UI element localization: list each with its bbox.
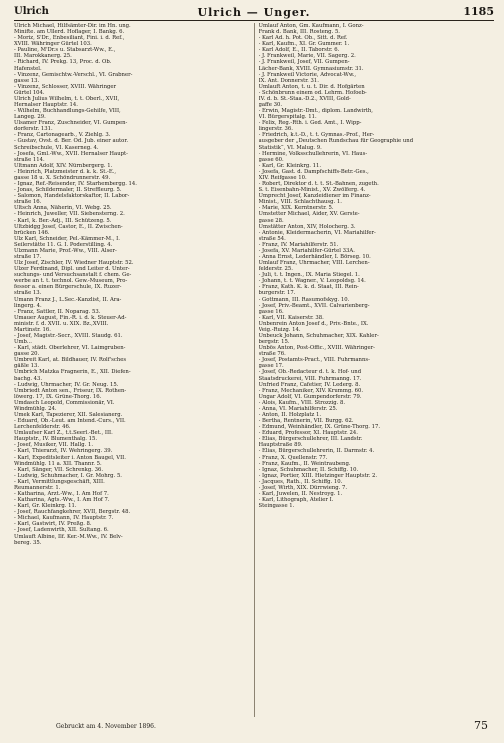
directory-entry: felderstr. 25. <box>258 266 293 273</box>
directory-entry: - Karl, VII. Kaiserstr. 38. <box>258 314 324 321</box>
directory-entry: - Schönbrunn einem od. Lehrm. Hofoeb- <box>258 89 367 96</box>
directory-entry: Unfried Franz, Cafetier, IV. Lederg. 8. <box>258 381 361 388</box>
directory-entry: Martinstr. 16. <box>14 326 51 333</box>
directory-entry: Steingasse 1. <box>258 503 295 510</box>
directory-entry: - Ignaz, Portier, XIII. Hietzinger Hauptstr. 2. <box>258 472 378 479</box>
directory-entry: Schreibschule, VI. Kaserneg. 4. <box>14 144 99 151</box>
directory-entry: Ulzmann Marie, Prof.-Ww., VIII. Alser- <box>14 247 117 254</box>
right-column <box>254 23 495 717</box>
directory-entry: Umbreit Karl, at. Bildhauer, IV. Rolf'sches <box>14 357 127 364</box>
directory-entry: gasse 60. <box>258 156 284 163</box>
directory-entry: - Franz, X. Quellenstr. 77. <box>258 454 328 461</box>
directory-entry: gasse 17. <box>258 363 284 370</box>
directory-entry: Umstetter Michael, Aider, XV. Gerste- <box>258 211 360 218</box>
directory-entry: Hernalser Hauptstr. 14. <box>14 102 78 109</box>
directory-entry: - Karl, Juwelen, II. Nestroyg. 1. <box>258 491 343 498</box>
directory-entry: Veig.-Ruizg. 14. <box>258 326 301 333</box>
directory-entry: - Felix, Reg.-Rth. i. Ged. Amt., I. Wipp- <box>258 120 362 127</box>
directory-entry: - Heinrich, Platzmeister d. k. k. St.-E., <box>14 168 117 175</box>
directory-entry: - Wilhelm, Buchhandlungs-Gehilfe, VIII, <box>14 108 121 115</box>
directory-entry: Minifte. am Ullerd. Hoflager, I. Bankg. 6. <box>14 29 125 36</box>
left-column <box>14 23 254 717</box>
directory-entry: Ulrich Michael, Hilfsämter-Dir. im Hn. ung. <box>14 23 131 29</box>
directory-entry: - Hermine, Volksschullehrerin, VI. Haus- <box>258 150 368 157</box>
directory-entry: Umdasch Leopold, Commissionär, VI. <box>14 399 115 406</box>
directory-entry: - Antonie, Kleidermacherin, VI. Mariahilfer- <box>258 229 376 236</box>
directory-entry: - Franz, IV. Mariahilferstr. 51. <box>258 241 339 248</box>
directory-entry: Ungar Adolf, VI. Gumpendorferstr. 79. <box>258 393 362 400</box>
directory-entry: Lerchenfelderstr. 46. <box>14 424 71 431</box>
directory-entry: Hauptstraße 89. <box>258 442 303 449</box>
directory-entry: - J. Frankweil Victorie, Advocat-Ww., <box>258 71 357 78</box>
directory-entry: - Karl, Gr. Kleinkrg. 11. <box>258 162 322 169</box>
directory-entry: - Vinzenz, Schlosser, XVIII. Währinger <box>14 83 117 90</box>
directory-entry: - Katharina, Arzt.-Ww., I. Am Hof 7. <box>14 491 109 498</box>
directory-entry: lingerstr. 36. <box>258 126 293 133</box>
directory-entry: - J. Frankweil, Marie, VII. Sagerg. 2. <box>258 53 356 60</box>
directory-entry: Hauptstr., IV. Blumenthalg. 15. <box>14 436 98 443</box>
directory-entry: - Karl, Thierarzt, IV. Wehringerg. 39. <box>14 448 113 455</box>
directory-entry: straße 54. <box>258 235 286 242</box>
directory-entry: Seilerstätte 11. G. I. Poderstilling. 4. <box>14 241 113 248</box>
directory-entry: brücken 146. <box>14 229 50 236</box>
directory-entry: Hafenstel. <box>14 65 42 72</box>
directory-entry: - Juli, t. t. Ingen., IX. Maria Stiegel. 1. <box>258 272 360 279</box>
directory-entry: - Josefa, Gml.-Ww., XVII. Hernalser Haupt- <box>14 150 128 157</box>
directory-entry: - Josef, Rauchfangkehrer, XVII, Bergstr. 48. <box>14 509 131 516</box>
directory-entry: - Eduard, Ob.-Leut. am Intend.-Curs., VII. <box>14 418 126 425</box>
directory-entry: S. t. Eisenbahn-Minist., XV. Zwölferg. 4. <box>258 187 366 194</box>
directory-entry: straße 114. <box>14 156 45 163</box>
directory-entry: - Ignaz, Ref.-Reisender, IV. Starhembergg. 14. <box>14 181 137 188</box>
directory-entry: Umek Karl, Tapezierer, XII. Salesianerg. <box>14 412 123 418</box>
directory-entry: - Karl, Lithograph, Atelier I. <box>258 497 334 504</box>
directory-entry: - Karl Ad. h. Pot. Ob., Sitt. d. Ref. <box>258 35 348 42</box>
directory-entry: - Heinrich, Juweller, VII. Siebensterng. 2. <box>14 211 125 218</box>
directory-entry: Windmühlg. 24. <box>14 405 57 412</box>
directory-entry: - Franz, Cartonagearb., V. Ziehlg. 3. <box>14 132 111 139</box>
directory-entry: Ultzbidgg Josef, Castor, E., II. Zwischen- <box>14 223 123 230</box>
directory-entry: IX. Ant. Donnerstr. 31. <box>258 77 319 84</box>
directory-entry: XVIII. Währinger Gürtel 103. <box>14 41 92 48</box>
directory-entry: - Gustav, Ovst. d. Ber. Od. Jub. einer autor. <box>14 138 129 145</box>
directory-entry: - Josef, Musiker, VII. Hallg. 1. <box>14 442 94 449</box>
directory-entry: löwerg. 17, IX. Grüne-Thorg. 16. <box>14 393 102 400</box>
directory-entry: - Eduard, Professor, XI. Hauptstr. 24. <box>258 430 358 437</box>
directory-entry: - Jonas, Schildermaler, II. Streffleurg. 5. <box>14 187 122 194</box>
directory-entry: XIV. Reifgasse 10. <box>258 174 307 181</box>
directory-entry: - Franz, Mechaniker, XIV. Krummg. 60. <box>258 387 364 394</box>
directory-entry: Staatsdruckerei, VIII. Fuhrmanng. 17. <box>258 375 362 382</box>
directory-entry: - Karl, Vermittlungsgeschäft, XIII. <box>14 478 105 485</box>
directory-entry: - Michael, Kaufmann, IV. Hauptstr. 7. <box>14 515 114 522</box>
directory-entry: - Vinzenz, Gemischtw.-Verschl., VI. Grabner- <box>14 71 133 78</box>
directory-entry: straße 17. <box>14 253 42 260</box>
directory-entry: - Josef, Postamts-Pract., VIII. Fuhrmanns- <box>258 357 370 364</box>
directory-entry: - Karl, Expeditsleiter i. Anton Baugel, VII. <box>14 454 126 461</box>
directory-entry: VI. Bürgerspitalg. 11. <box>258 114 317 121</box>
directory-entry: Langeg. 29. <box>14 114 46 121</box>
directory-entry: - Bertha, Rentnerin, VII. Burgg. 62. <box>258 418 354 425</box>
directory-entry: - Josefa, Gast. d. Dampfschiffs-Betr.-Ges., <box>258 168 369 175</box>
directory-entry: - Karl, städt. Oberlehrer, VI. Laimgruben- <box>14 345 126 352</box>
directory-entry: lingerg. 4. <box>14 302 42 309</box>
directory-entry: Umbrich Matzka Fragnerin, E., XII. Diefen- <box>14 369 131 376</box>
directory-entry: - Anna, VI. Mariahilferstr. 25. <box>258 405 338 412</box>
directory-entry: suchungs- und Versuchsanstalt f. chem. Ge- <box>14 272 132 279</box>
directory-entry: - Marie, XIX. Kerntnerstr. 5. <box>258 205 334 212</box>
directory-entry: gasse 28. <box>258 217 284 224</box>
directory-entry: Umlauf Franz, Uhrmacher, VIII. Lerchen- <box>258 260 370 267</box>
directory-entry: Ulsamer Franz, Zuschneider, VI. Gumpen- <box>14 120 128 127</box>
page-footer <box>14 719 494 741</box>
directory-entry: Ulzer Ferdinand, Dipl. und Leiter d. Unter- <box>14 266 130 273</box>
directory-entry: Umlauft Anton, t. u. t. Dir. d. Hofgärten <box>258 83 365 90</box>
directory-entry: - Pauline, M'Dr.s u. Stabsarzt-Ww., E., <box>14 47 116 54</box>
directory-entry: gaffe 30. <box>258 102 283 109</box>
print-date-note: Gebruckt am 4. November 1896. <box>56 723 156 730</box>
directory-entry: - Johann, t. t. Wagner., V. Leopoldsg. 14. <box>258 278 366 285</box>
directory-entry: straße 16. <box>14 199 42 206</box>
running-head-left: Ulrich <box>14 6 49 17</box>
page-header <box>14 6 494 21</box>
directory-entry: - Karl, Sänger, VII. Schrenkg. 36. <box>14 466 104 473</box>
directory-entry: III. Marokkanerg. 25. <box>14 53 72 60</box>
directory-columns <box>14 23 494 717</box>
directory-entry: straße 76. <box>258 351 286 358</box>
sheet-number: 75 <box>474 719 488 732</box>
directory-entry: fessor a. einen Bürgerschule, IX. Ruzer- <box>14 284 122 291</box>
directory-entry: Umstätter Anton, XIV, Holocherg. 3. <box>258 223 356 230</box>
directory-entry: bachg. 43. <box>14 375 43 382</box>
page-number: 1185 <box>463 5 494 18</box>
directory-entry: - Josef, Priv.-Beamt., XVII. Calvarienberg- <box>258 302 370 309</box>
directory-entry: - Franz, Kath. K. k. d. Staat, III. Rein- <box>258 284 359 291</box>
directory-entry: - Josef, Ladenwirth, XII. Sultang. 6. <box>14 527 109 534</box>
directory-entry: - Karl, Kaufm., XI. Gr. Gummer. 1. <box>258 41 350 48</box>
directory-entry: IV. d. b. St.-Staa.-D.2., XVIII, Gold- <box>258 95 351 102</box>
directory-entry: Umlauf Anton, Gm. Kaufmann, I. Gonz- <box>258 23 364 29</box>
directory-entry: burgerstr. 17. <box>258 290 296 297</box>
directory-entry: - Franz, Kaufm., II. Weintraubeng. <box>258 460 351 467</box>
directory-entry: - Karl, Gastwirt, IV. Preßg. 8. <box>14 521 92 528</box>
directory-entry: - Elias, Bürgerschullehrer, III. Landstr. <box>258 436 363 443</box>
directory-entry: Ultsch Anna, Näherin, VI. Webg. 25. <box>14 205 112 212</box>
directory-entry: Umbriedt Anton sen., Friseur, IX. Rothen- <box>14 387 127 394</box>
directory-entry: - Erwin, Magistr.-Dmt., diplom. Landwirth, <box>258 108 373 115</box>
directory-entry: Umlaufser Karl Z., t.t.Seerl.-Bet., III. <box>14 430 113 437</box>
directory-entry: - Karl, k. Ber.-Adj., III. Schützeng. 5. <box>14 217 112 224</box>
directory-entry: gasse 18 u. X. Schöndrunnerstr. 49. <box>14 174 111 181</box>
directory-entry: - Alois, Kaufm., VIII. Strozzig. 8. <box>258 399 346 406</box>
directory-entry: - Josef, Magistr.-Secr., XVIII. Staudg. 61. <box>14 332 123 339</box>
directory-entry: - Salomon, Handelsfaktorskaftor, II. Labor- <box>14 193 130 200</box>
directory-entry: Unbeuck Johann, Schuhmacher, XIX. Kahler- <box>258 332 379 339</box>
directory-entry: - Franz, Sattler, II. Noparag. 53. <box>14 308 101 315</box>
directory-entry: Frank d. Bank, III. Rosteng. 5. <box>258 29 340 36</box>
directory-entry: - Friedrich, k.t.-D., t. t. Gymnas.-Prof., Her- <box>258 132 375 139</box>
directory-entry: Umprecht Josef, Kanzleidiener im Finanz- <box>258 193 371 200</box>
directory-entry: gasse 20. <box>14 351 40 358</box>
directory-entry: - Ludwig, Schuhmacher, I. Gr. Mohrg. 5. <box>14 472 122 479</box>
directory-entry: - Karl Adolf, E., II. Taborstr. 6. <box>258 47 340 54</box>
directory-entry: - Richard, IV. Prekg. 13, Proc. d. Ob. <box>14 59 112 66</box>
directory-entry: - Josefa, XV. Mariahilfer-Gürtel 33A. <box>258 247 355 254</box>
directory-entry: gäßle 13. <box>14 363 40 370</box>
directory-entry: Umauer August, Fin.-R. i. d. k. Steuer-Ad- <box>14 314 127 321</box>
directory-entry: werbe an t. t. technol. Gew.-Museum, Pro- <box>14 278 128 285</box>
directory-entry: ausgeber der „Deutschen Rundschau für Geographie und <box>258 138 414 145</box>
directory-entry: - Gottmann, III. Rasumofskyg. 10. <box>258 296 350 303</box>
directory-entry: - Josef, Ob.-Redacteur d. t. k. Hof- und <box>258 369 362 376</box>
directory-entry: bereg. 35. <box>14 539 42 546</box>
directory-entry: - Josef, Wirth, XIX. Dürrwieng. 7. <box>258 484 348 491</box>
directory-entry: - Ignaz, Schuhmacher, II. Schiffg. 10. <box>258 466 359 473</box>
directory-entry: straße 13. <box>14 290 42 297</box>
directory-entry: Minist., VIII. Schlachthausg. 1. <box>258 199 342 206</box>
directory-entry: Gürtel 104. <box>14 89 45 96</box>
directory-entry: Ulz Josef, Zischler, IV. Wiedner Hauptstr. 52. <box>14 260 134 267</box>
directory-entry: - Edmund, Weinhändler, IX. Grüne-Thorg. 17. <box>258 424 381 431</box>
directory-entry: - Moriz, S'Dr., Enbesiliant, Fini. i. d. Ref., <box>14 35 125 42</box>
directory-entry: - Ludwig, Uhrmacher, IV. Gr. Neug. 15. <box>14 381 119 388</box>
directory-entry: Umann Franz J., L.Sec.-Kanzlist, II. Ara- <box>14 296 122 303</box>
running-head: Ulrich — Unger. <box>197 6 311 19</box>
directory-entry: - Anna Ernst, Lederhändler, I. Börseg. 10. <box>258 253 371 260</box>
directory-entry: gasse 13. <box>14 77 40 84</box>
directory-entry: Umlauft Albine, Ilf. Ker.-M.Ww., IV. Belv- <box>14 533 123 540</box>
directory-entry: - Elias, Bürgerschullehrerin, II. Darmstr. 4. <box>258 448 375 455</box>
directory-entry: - Anton, II. Holzplatz 1. <box>258 412 322 418</box>
directory-entry: Statistik“, VI. Malug. 9. <box>258 144 322 151</box>
directory-entry: Umb... <box>14 339 32 346</box>
directory-entry: Ulz Karl, Schneider, Pel.-Kämmer-M., I. <box>14 235 120 242</box>
directory-entry: ministr. f. d. XVII. u. XIX. Bz.,XVIII. <box>14 320 109 327</box>
directory-entry: Unbös Anton, Post-Offic., XVIII. Währinger- <box>258 345 375 352</box>
directory-entry: Ulrich Julius Wilhelm, t. t. Oberl., XVII, <box>14 95 120 102</box>
directory-entry: Lächer-Bank, XVIII. Gymnasiumstr. 31. <box>258 65 364 72</box>
directory-entry: bergstr. 15. <box>258 339 290 346</box>
directory-entry: dorferstr. 131. <box>14 126 53 133</box>
directory-entry: - Robert, Direktor d. t. t. St.-Bahnen, zugeth. <box>258 181 379 188</box>
directory-entry: Windmühlg. 11 a. XII. Thannr. 5. <box>14 460 102 467</box>
directory-entry: Reumannerstr. 1. <box>14 484 61 491</box>
directory-entry: - J. Frankweil, Josef, VII. Gumpen- <box>258 59 350 66</box>
directory-entry: gasse 16. <box>258 308 284 315</box>
directory-entry: Ultmann Adolf, XIV. Nürnbergerg. 1. <box>14 162 113 169</box>
directory-entry: - Jacques, Rath., II. Schiffg. 10. <box>258 478 343 485</box>
directory-entry: - Katharina, Agts.-Ww., I. Am Hof 7. <box>14 497 110 504</box>
directory-entry: - Karl, Gr. Kleinkrg. 11. <box>14 503 77 510</box>
directory-entry: Unbenrein Anton Josef d., Priv.-Bnte., IX. <box>258 320 369 327</box>
